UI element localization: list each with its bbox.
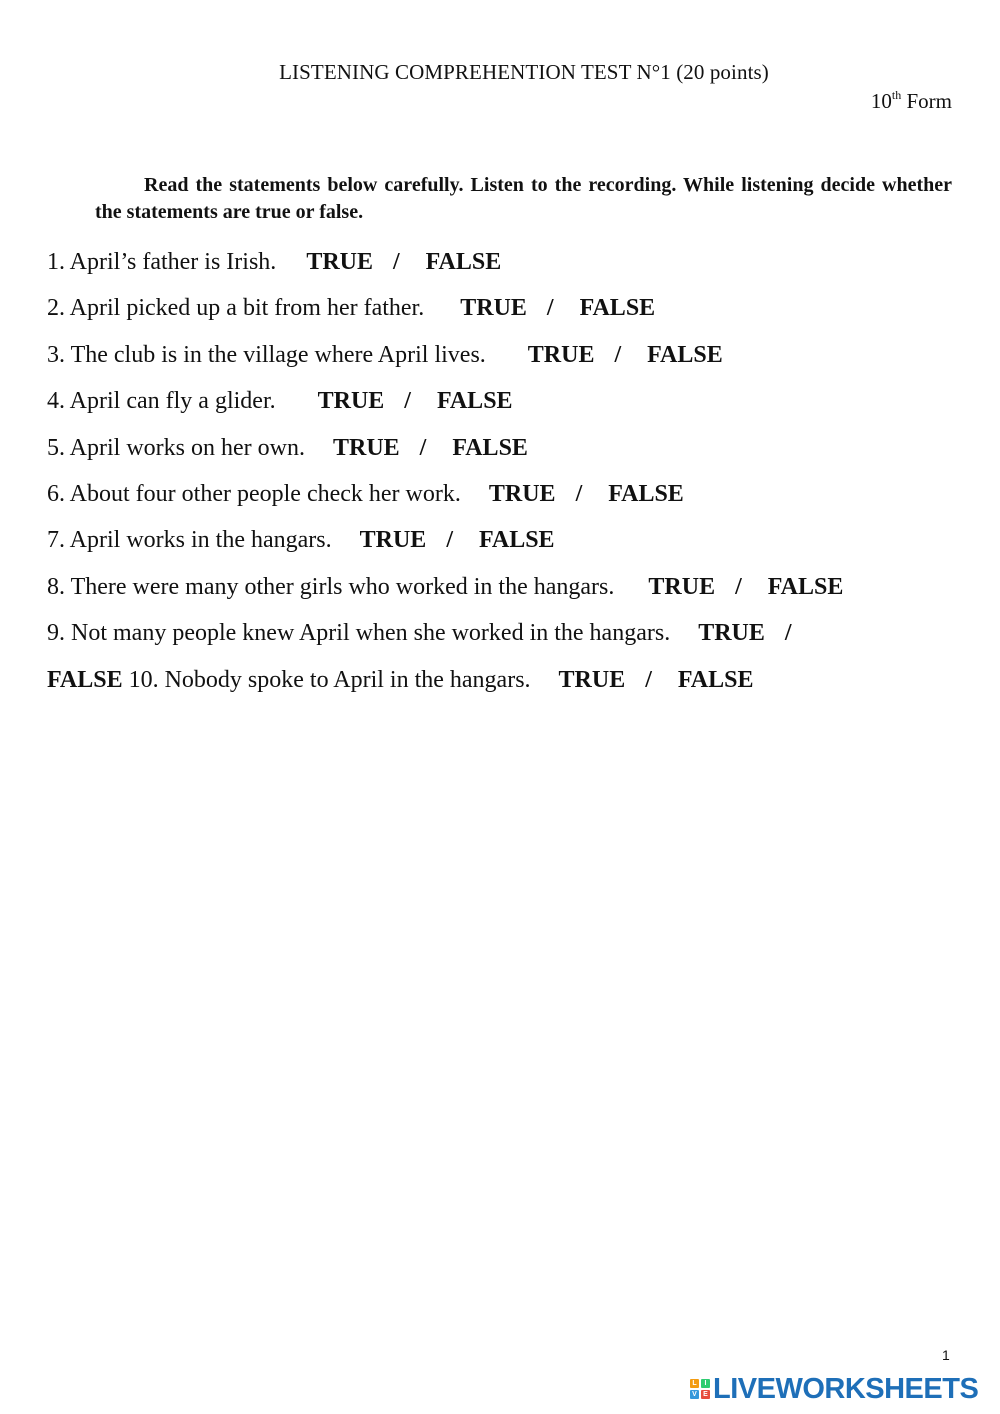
statement-text: 8. There were many other girls who worked in the hangars. [47,573,615,600]
statement-line [47,474,967,520]
true-option[interactable]: TRUE [332,434,400,461]
option-separator: / [393,249,400,275]
statement-line [47,613,967,659]
option-separator: / [546,295,554,322]
statement-text: 2. April picked up a bit from her father. [47,295,425,322]
false-option[interactable]: FALSE [767,573,844,600]
false-option[interactable]: FALSE [608,480,684,507]
true-option[interactable]: TRUE [460,295,527,322]
true-option[interactable]: TRUE [558,666,626,693]
true-option[interactable]: TRUE [698,620,765,647]
statement-text: 3. The club is in the village where April lives. [47,341,486,368]
statement-text: 7. April works in the hangars. [47,527,332,554]
true-option[interactable]: TRUE [648,573,716,600]
false-option[interactable]: FALSE [478,527,555,554]
statement-line [47,567,967,613]
false-option[interactable]: FALSE [677,666,754,693]
option-separator: / [735,573,742,600]
false-option[interactable]: FALSE [647,341,723,368]
liveworksheets-brand[interactable] [690,1372,978,1406]
statement-text: 9. Not many people knew April when she worked in the hangars. [47,620,671,647]
statement-text: 4. April can fly a glider. [47,388,276,415]
form-number: 10 [870,89,892,113]
false-option[interactable]: FALSE [452,434,528,461]
page-number: 1 [942,1347,950,1363]
false-option[interactable]: FALSE [425,249,502,275]
true-option[interactable]: TRUE [317,388,385,415]
false-option[interactable]: FALSE [579,295,656,322]
true-option[interactable]: TRUE [527,341,595,368]
statement-line [47,242,967,288]
option-separator: / [784,620,792,647]
liveworksheets-logo-icon [690,1379,710,1399]
true-option[interactable]: TRUE [359,527,427,554]
option-separator: / [404,388,411,415]
statement-line [47,660,967,706]
statement-line [47,381,967,427]
logo-tile: I [701,1379,710,1388]
false-option[interactable]: FALSE [436,388,513,415]
statement-line [47,288,967,334]
option-separator: / [645,666,652,693]
option-separator: / [614,341,622,368]
statement-line [47,520,967,566]
form-label [871,88,952,114]
logo-tile: V [690,1390,699,1399]
statement-text: 10. Nobody spoke to April in the hangars. [128,666,531,693]
true-option[interactable]: TRUE [306,249,373,275]
option-separator: / [419,434,427,461]
true-option[interactable]: TRUE [488,480,556,507]
form-word: Form [906,89,952,113]
instructions: Read the statements below carefully. Listen to the recording. While listening decide whether the statements are true or false. [95,174,952,223]
logo-tile: L [690,1379,699,1388]
statement-line [47,335,967,381]
test-title: LISTENING COMPREHENTION TEST N°1 (20 points) [279,60,769,84]
option-separator: / [575,480,583,507]
brand-name: LIVEWORKSHEETS [713,1372,979,1405]
option-separator: / [446,527,453,554]
statement-line [47,428,967,474]
statement-text: 1. April’s father is Irish. [47,249,277,275]
statements-list [47,242,967,706]
statement-text: 6. About four other people check her work. [47,480,461,507]
logo-tile: E [701,1390,710,1399]
statement-text: 5. April works on her own. [47,434,305,461]
form-suffix: th [891,88,902,102]
false-option[interactable]: FALSE [47,666,123,693]
